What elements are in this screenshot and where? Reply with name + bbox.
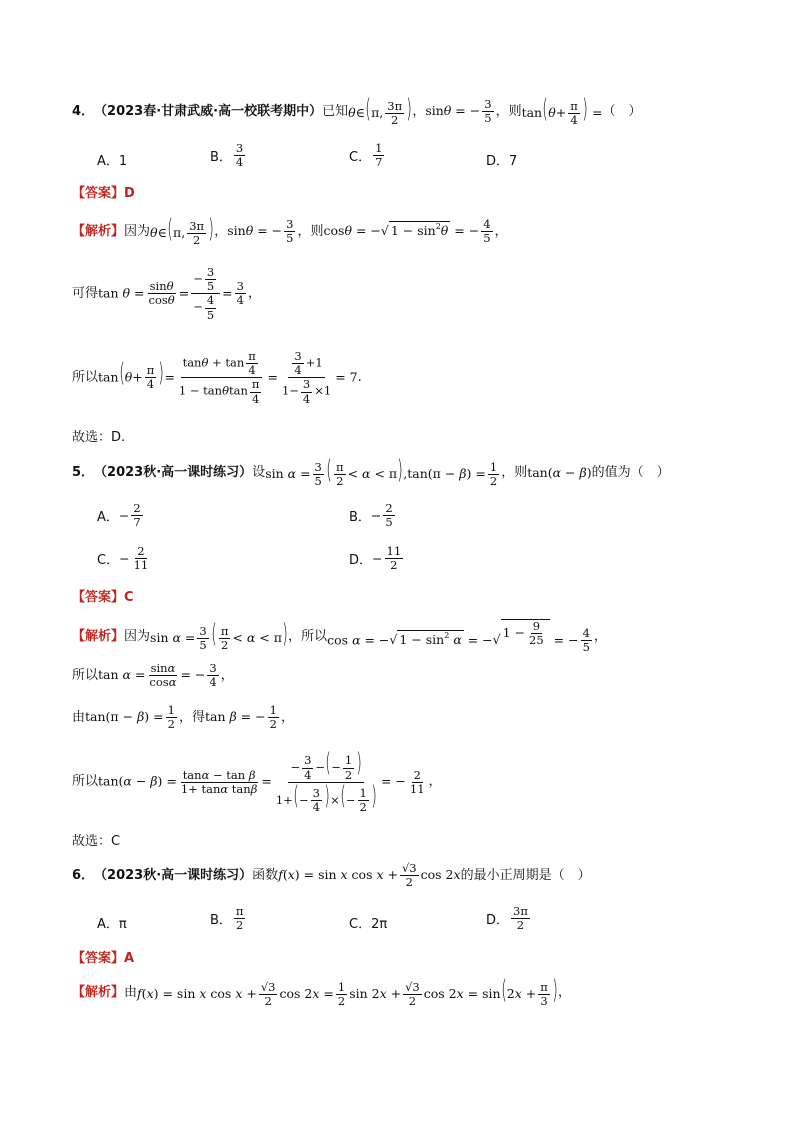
- q4-solution-line-3: 所以 tan(θ+ $\frac{\pi}{4}$ )= tanθ + tan $\frac{\pi}{4}$ 1 − tanθtan $\frac{\pi}{4}$ = $\frac{3}{4}$ +1 1− $\frac{3}{4}$ ×1 = 7 .: [72, 349, 362, 406]
- q4-source: （2023春·甘肃武威·高一校联考期中）: [94, 103, 323, 119]
- q5-answer: 【答案】 C: [72, 590, 134, 605]
- q4-answer-value: D: [124, 186, 135, 201]
- q6-answer-value: A: [124, 951, 135, 966]
- q4-number: 4．: [72, 103, 95, 119]
- q6-solution-line-1: 【解析】 由 f(x) = sin x cos x + $\frac{√3}{2}$ cos 2x = $\frac{1}{2}$ sin 2x + $\frac{√3}{2}$ cos 2x = sin(2x + $\frac{\pi}{3}$ ) ，: [72, 975, 571, 1008]
- q6-number: 6．: [72, 867, 95, 883]
- q5-option-a[interactable]: A． − $\frac{2}{7}$: [97, 501, 141, 530]
- q5-number: 5．: [72, 464, 95, 480]
- q6-source: （2023秋·高一课时练习）: [94, 867, 253, 883]
- q4-answer: 【答案】 D: [72, 186, 135, 201]
- q5-solution-line-2: 所以 tan α = $\frac{\sin\alpha}{\cos\alpha}$ = − $\frac{3}{4}$ ，: [72, 661, 234, 690]
- q4-option-b[interactable]: B． $\frac{3}{4}$: [210, 141, 244, 170]
- q4-tan-expr: tan(θ+ $\frac{\pi}{4}$ ) =: [521, 94, 603, 127]
- q5-solution-line-3: 由 tan(π − β) = $\frac{1}{2}$ ，得 tan β = − $\frac{1}{2}$ ，: [72, 703, 294, 732]
- q4-option-c[interactable]: C． $\frac{1}{7}$: [349, 141, 383, 170]
- q5-solution-line-1: 【解析】 因为 sin α = $\frac{3}{5}$ ( $\frac{\pi}{2}$ < α < π) ，所以 cos α = −√ $1 - \sin^2 \alpha$ = −√ 1 − $\frac{9}{25}$ = − $\frac{4}{5}$ ，: [72, 619, 607, 655]
- q4-sin-value: sinθ = − $\frac{3}{5}$: [425, 96, 492, 126]
- q5-solution-line-4: 所以 tan(α − β) = $\frac{\text{tanα − tan β}}{\text{1+ tanα tanβ}}$ = − $\frac{3}{4}$ −(− $\frac{1}{2}$ ) 1+(− $\frac{3}{4}$ )×(− $\frac{1}{2}$ ) = − $\frac{2}{11}$ ，: [72, 748, 442, 815]
- q5-source: （2023秋·高一课时练习）: [94, 464, 253, 480]
- q5-conclusion: 故选：C: [72, 834, 121, 849]
- q6-option-a[interactable]: A．π: [97, 917, 127, 932]
- q4-option-d[interactable]: D．7: [486, 154, 518, 169]
- q4-solution-line-2: 可得 tan θ = $\frac{\sin\theta}{\cos\theta}$ = − $\frac{3}{5}$ − $\frac{4}{5}$ = $\frac{3}{4}$ ，: [72, 265, 261, 322]
- q4-stem-text: 已知: [322, 103, 349, 119]
- q4-option-a[interactable]: A．1: [97, 154, 128, 169]
- q5-option-d[interactable]: D． − $\frac{11}{2}$: [349, 544, 402, 573]
- q6-option-c[interactable]: C．2π: [349, 917, 388, 932]
- q6-option-b[interactable]: B． $\frac{\pi}{2}$: [210, 904, 244, 933]
- q5-stem: 5． （2023秋·高一课时练习） 设 sin α = $\frac{3}{5}$ ( $\frac{\pi}{2}$ < α < π),tan(π − β) = $\frac{1}{2}$ ，则 tan(α − β) 的值为（ ）: [72, 455, 670, 488]
- q6-answer: 【答案】 A: [72, 951, 135, 966]
- q5-option-b[interactable]: B． − $\frac{2}{5}$: [349, 501, 393, 530]
- q5-option-c[interactable]: C． − $\frac{2}{11}$: [97, 544, 149, 573]
- q4-theta-interval: θ∈(π, $\frac{3\pi}{2}$ ): [348, 94, 413, 127]
- q6-option-d[interactable]: D． $\frac{3\pi}{2}$: [486, 904, 528, 933]
- q4-solution-line-1: 【解析】 因为 θ∈(π, $\frac{3\pi}{2}$ ) ， sinθ = − $\frac{3}{5}$ ，则 cosθ = −√ $1 - \sin^2\theta$ = − $\frac{4}{5}$ ，: [72, 214, 508, 247]
- q6-stem: 6． （2023秋·高一课时练习） 函数 f(x) = sin x cos x + $\frac{√3}{2}$ cos 2x 的最小正周期是（ ）: [72, 861, 591, 890]
- q4-conclusion: 故选：D.: [72, 430, 126, 445]
- q5-answer-value: C: [124, 590, 134, 605]
- q4-stem: 4． （2023春·甘肃武威·高一校联考期中） 已知 θ∈(π, $\frac{3\pi}{2}$ ) ， sinθ = − $\frac{3}{5}$ ，则 tan(θ+ $\frac{\pi}{4}$ ) = （ ）: [72, 94, 642, 127]
